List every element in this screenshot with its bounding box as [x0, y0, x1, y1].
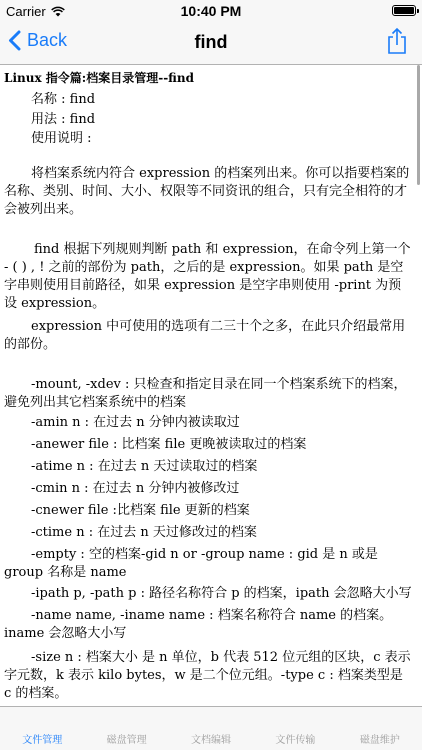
back-button-label: Back — [27, 30, 68, 50]
option-empty: -empty : 空的档案-gid n or -group name : gid 是 n 或是 group 名称是 name — [4, 547, 378, 580]
option-cnewer: -cnewer file :比档案 file 更新的档案 — [31, 503, 250, 518]
battery-icon — [392, 5, 416, 16]
option-amin: -amin n : 在过去 n 分钟内被读取过 — [31, 415, 240, 430]
tab-file-management-label: 文件管理 — [22, 735, 63, 746]
tab-bar — [0, 706, 422, 750]
document-content[interactable] — [0, 65, 422, 706]
option-name: -name name, -iname name : 档案名称符合 name 的档案。iname 会忽略大小写 — [4, 608, 393, 641]
scrollbar[interactable] — [417, 65, 420, 185]
tab-document-editing[interactable] — [169, 707, 253, 750]
tab-disk-management-label: 磁盘管理 — [106, 735, 147, 746]
option-cmin: -cmin n : 在过去 n 分钟内被修改过 — [31, 481, 240, 496]
option-ctime: -ctime n : 在过去 n 天过修改过的档案 — [31, 525, 257, 540]
paragraph-rules: find 根据下列规则判断 path 和 expression，在命令列上第一个 - ( ) , ! 之前的部份为 path，之后的是 expression。如果 path 是空字串则使用目前路径，如果 expression 是空字串则使用 -print 为预设 expression。 — [4, 242, 411, 311]
tab-file-transfer-label: 文件传输 — [275, 735, 316, 746]
name-line: 名称 : find — [31, 92, 96, 107]
share-button[interactable] — [386, 27, 408, 60]
tab-disk-management[interactable] — [84, 707, 168, 750]
option-anewer: -anewer file : 比档案 file 更晚被读取过的档案 — [31, 437, 307, 452]
option-size: -size n : 档案大小 是 n 单位，b 代表 512 位元组的区块，c 表示字元数，k 表示 kilo bytes，w 是二个位元组。-type c : 档案类型是 c 的档案。 — [4, 650, 411, 701]
paragraph-options: expression 中可使用的选项有二三十个之多，在此只介绍最常用的部份。 — [4, 319, 406, 352]
status-right — [392, 5, 416, 16]
usage-line: 用法 : find — [31, 112, 96, 127]
option-atime: -atime n : 在过去 n 天过读取过的档案 — [31, 459, 258, 474]
status-bar — [0, 0, 422, 22]
tab-file-transfer[interactable] — [253, 707, 337, 750]
tab-document-editing-label: 文档编辑 — [191, 735, 232, 746]
document-heading: Linux 指令篇:档案目录管理--find — [4, 71, 195, 85]
page-title: find — [194, 32, 228, 52]
paragraph-intro: 将档案系统内符合 expression 的档案列出来。你可以指要档案的名称、类别、时间、大小、权限等不同资讯的组合，只有完全相符的才会被列出来。 — [4, 166, 410, 217]
option-ipath: -ipath p, -path p : 路径名称符合 p 的档案，ipath 会忽略大小写 — [31, 586, 412, 601]
tab-disk-maintenance[interactable] — [338, 707, 422, 750]
status-time: 10:40 PM — [180, 3, 242, 19]
share-icon — [386, 27, 408, 55]
tab-disk-maintenance-label: 磁盘维护 — [359, 735, 400, 746]
carrier-label: Carrier — [6, 4, 46, 19]
option-mount: -mount, -xdev : 只检查和指定目录在同一个档案系统下的档案，避免列出其它档案系统中的档案 — [4, 377, 407, 410]
tab-file-management[interactable] — [0, 707, 84, 750]
navigation-bar — [0, 22, 422, 65]
description-label: 使用说明 : — [31, 131, 92, 146]
